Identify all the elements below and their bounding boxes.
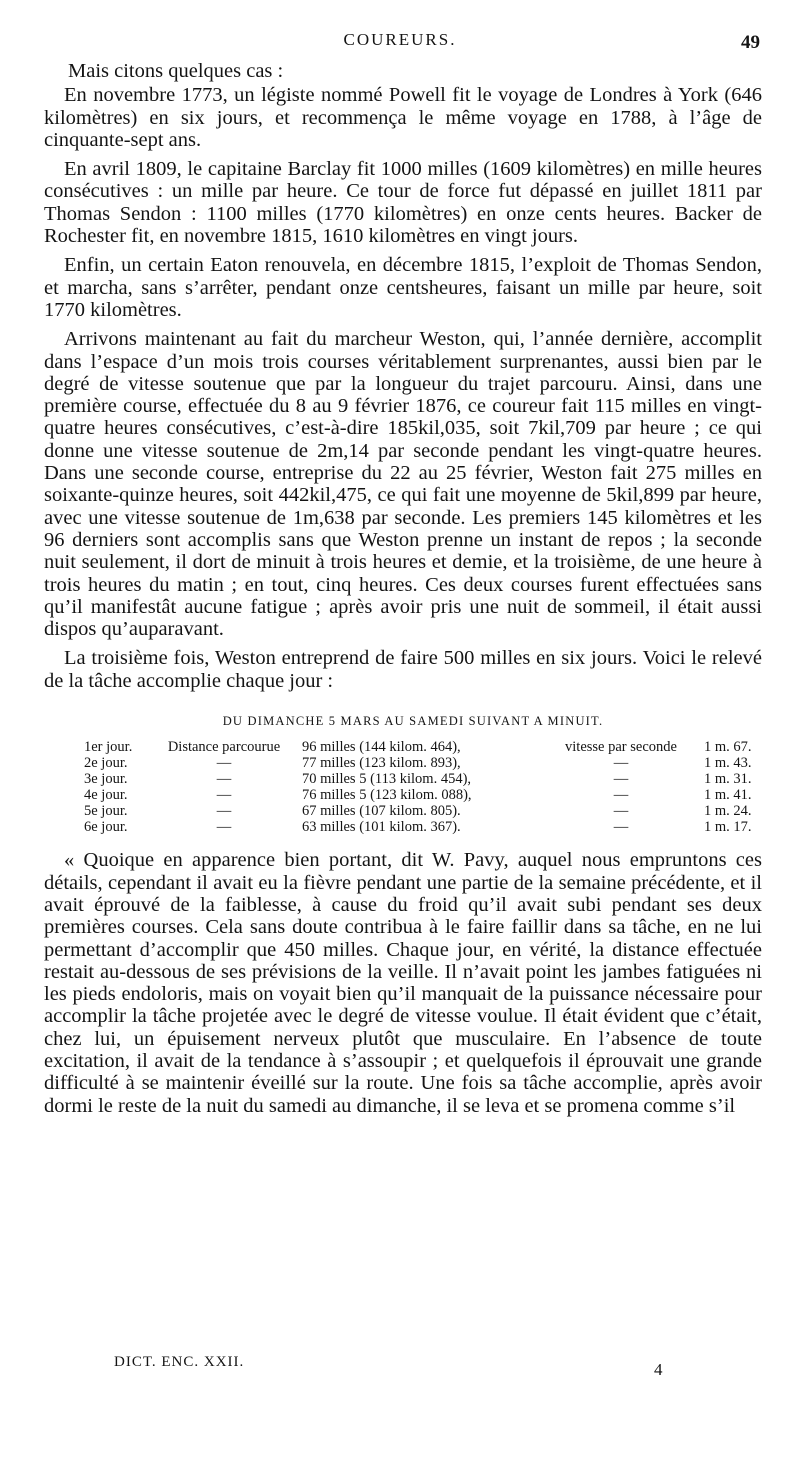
table-cell-distance: 67 milles (107 kilom. 805).: [302, 803, 461, 820]
signature-mark: 4: [654, 1360, 663, 1379]
table-cell-speed: 1 m. 17.: [704, 819, 752, 836]
table-cell-distance: 77 milles (123 kilom. 893),: [302, 755, 461, 772]
body-text: [44, 60, 762, 1124]
table-cell-day: 3e jour.: [84, 771, 128, 788]
table-cell-speed-label: —: [613, 819, 629, 836]
running-title: COUREURS.: [343, 30, 457, 49]
table-cell-label: —: [216, 819, 232, 836]
table-cell-day: 2e jour.: [84, 755, 128, 772]
table-cell-distance: 76 milles 5 (123 kilom. 088),: [302, 787, 472, 804]
page-footer: [0, 1354, 800, 1384]
table-cell-distance: 70 milles 5 (113 kilom. 454),: [302, 771, 472, 788]
paragraph-third-race: La troisième fois, Weston entreprend de faire 500 milles en six jours. Voici le relevé de la tâche accomplie chaque jour :: [44, 647, 762, 692]
paragraph-eaton: Enfin, un certain Eaton renouvela, en décembre 1815, l’exploit de Thomas Sendon, et marcha, sans s’arrêter, pendant onze centsheures, faisant un mille par heure, soit 1770 kilomètres.: [44, 254, 762, 321]
table-row: [44, 819, 762, 835]
table-cell-day: 5e jour.: [84, 803, 128, 820]
table-cell-label: —: [216, 803, 232, 820]
table-cell-speed: 1 m. 41.: [704, 787, 752, 804]
daily-record-table-block: [44, 710, 762, 835]
table-row: [44, 771, 762, 787]
table-cell-day: 1er jour.: [84, 739, 133, 756]
table-cell-speed-label: —: [613, 755, 629, 772]
table-cell-label: Distance parcourue: [167, 739, 281, 756]
table-row: [44, 787, 762, 803]
table-cell-label: —: [216, 771, 232, 788]
daily-record-table: [44, 739, 762, 835]
table-cell-speed: 1 m. 31.: [704, 771, 752, 788]
table-cell-day: 4e jour.: [84, 787, 128, 804]
table-cell-label: —: [216, 755, 232, 772]
paragraph-intro: Mais citons quelques cas :: [68, 60, 284, 82]
table-cell-day: 6e jour.: [84, 819, 128, 836]
paragraph-powell: En novembre 1773, un légiste nommé Powell fit le voyage de Londres à York (646 kilomètres) en six jours, et recommença le même voyage en 1788, à l’âge de cinquante-sept ans.: [44, 84, 762, 151]
table-cell-distance: 96 milles (144 kilom. 464),: [302, 739, 461, 756]
table-row: [44, 755, 762, 771]
paragraph-weston: Arrivons maintenant au fait du marcheur Weston, qui, l’année dernière, accomplit dans l’espace d’un mois trois courses véritablement surprenantes, aussi bien par le degré de vitesse soutenue que par la longueur du trajet parcouru. Ainsi, dans une première course, effectuée du 8 au 9 février 1876, ce coureur fait 115 milles en vingt-quatre heures consécutives, c’est-à-dire 185kil,035, soit 7kil,709 par heure ; ce qui donne une vitesse soutenue de 2m,14 par seconde pendant les vingt-quatre heures. Dans une seconde course, entreprise du 22 au 25 février, Weston fait 275 milles en soixante-quinze heures, soit 442kil,475, ce qui fait une moyenne de 5kil,899 par heure, avec une vitesse soutenue de 1m,638 par seconde. Les premiers 145 kilomètres et les 96 derniers sont accomplis sans que Weston prenne un instant de repos ; la seconde nuit seulement, il dort de minuit à trois heures et demie, et la troisième, de une heure à trois heures du matin ; en tout, cinq heures. Ces deux courses furent effectuées sans qu’il manifestât aucune fatigue ; après avoir pris une nuit de sommeil, il était aussi dispos qu’auparavant.: [44, 328, 762, 641]
table-cell-speed-label: —: [613, 771, 629, 788]
printer-signature: DICT. ENC. XXII.: [114, 1354, 245, 1370]
table-caption: DU DIMANCHE 5 MARS AU SAMEDI SUIVANT A MINUIT.: [222, 714, 604, 729]
table-cell-speed: 1 m. 43.: [704, 755, 752, 772]
table-cell-label: —: [216, 787, 232, 804]
table-cell-distance: 63 milles (101 kilom. 367).: [302, 819, 461, 836]
paragraph-barclay: En avril 1809, le capitaine Barclay fit 1000 milles (1609 kilomètres) en mille heures consécutives : un mille par heure. Ce tour de force fut dépassé en juillet 1811 par Thomas Sendon : 1100 milles (1770 kilomètres) en onze cents heures. Backer de Rochester fit, en novembre 1815, 1610 kilomètres en vingt jours.: [44, 158, 762, 248]
table-row: [44, 739, 762, 755]
table-cell-speed-label: —: [613, 787, 629, 804]
table-row: [44, 803, 762, 819]
paragraph-pavy-quote: « Quoique en apparence bien portant, dit W. Pavy, auquel nous empruntons ces détails, cependant il avait eu la fièvre pendant une partie de la semaine précédente, et il avait éprouvé de la faiblesse, à cause du froid qu’il avait subi pendant ses deux premières courses. Cela sans doute contribua à le faire faillir dans sa tâche, en ne lui permettant d’accomplir que 450 milles. Chaque jour, en vérité, la distance effectuée restait au-dessous de ses prévisions de la veille. Il n’avait point les jambes fatiguées ni les pieds endoloris, mais on voyait bien qu’il manquait de la puissance nécessaire pour accomplir la tâche projetée avec le degré de vitesse voulue. Il était évident que c’était, chez lui, un épuisement nerveux plutôt que musculaire. En l’absence de toute excitation, il avait de la tendance à s’assoupir ; et quelquefois il éprouvait une grande difficulté à se maintenir éveillé sur la route. Une fois sa tâche accomplie, après avoir dormi le reste de la nuit du samedi au dimanche, il se leva et se promena comme s’il: [44, 849, 762, 1117]
table-cell-speed-label: vitesse par seconde: [565, 739, 677, 756]
page-number: 49: [741, 32, 760, 53]
table-cell-speed-label: —: [613, 803, 629, 820]
page-header: [0, 30, 800, 56]
table-cell-speed: 1 m. 24.: [704, 803, 752, 820]
table-cell-speed: 1 m. 67.: [704, 739, 752, 756]
